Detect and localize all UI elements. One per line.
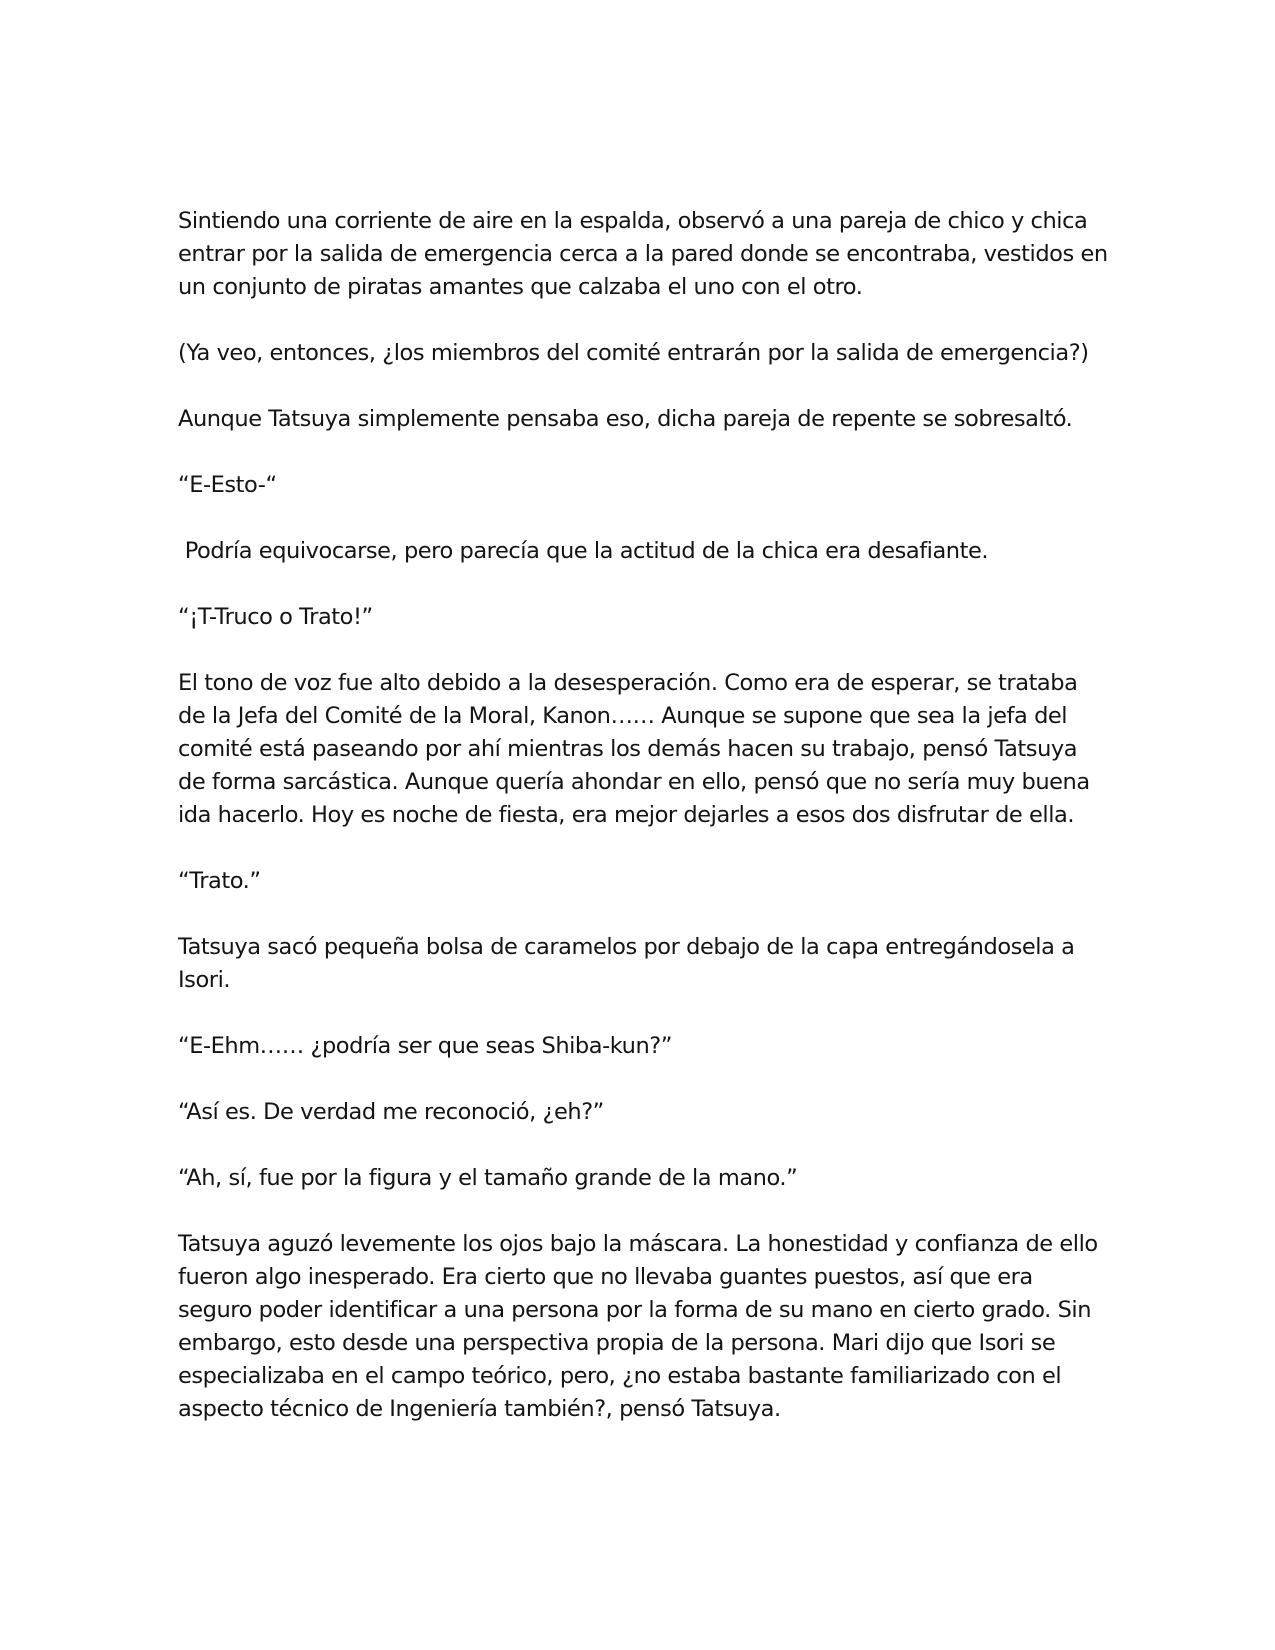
paragraph-10: “E-Ehm…… ¿podría ser que seas Shiba-kun?” xyxy=(178,1033,672,1059)
paragraph-7: El tono de voz fue alto debido a la desesperación. Como era de esperar, se trataba de la Jefa del Comité de la Moral, Kanon…… Aunque se supone que sea la jefa del comité está paseando por ahí mientras los demás hacen su trabajo, pensó Tatsuya de forma sarcástica. Aunque quería ahondar en ello, pensó que no sería muy buena ida hacerlo. Hoy es noche de fiesta, era mejor dejarles a esos dos disfrutar de ella. xyxy=(178,670,1097,828)
paragraph-4: “E-Esto-“ xyxy=(178,472,277,498)
paragraph-8: “Trato.” xyxy=(178,868,261,894)
document-body xyxy=(178,205,1115,1426)
paragraph-6: “¡T-Truco o Trato!” xyxy=(178,604,373,630)
paragraph-9: Tatsuya sacó pequeña bolsa de caramelos por debajo de la capa entregándosela a Isori. xyxy=(178,934,1082,993)
paragraph-1: Sintiendo una corriente de aire en la espalda, observó a una pareja de chico y chica entrar por la salida de emergencia cerca a la pared donde se encontraba, vestidos en un conjunto de piratas amantes que calzaba el uno con el otro. xyxy=(178,208,1115,300)
paragraph-5: Podría equivocarse, pero parecía que la actitud de la chica era desafiante. xyxy=(178,538,989,564)
paragraph-12: “Ah, sí, fue por la figura y el tamaño grande de la mano.” xyxy=(178,1165,798,1191)
paragraph-3: Aunque Tatsuya simplemente pensaba eso, dicha pareja de repente se sobresaltó. xyxy=(178,406,1073,432)
paragraph-11: “Así es. De verdad me reconoció, ¿eh?” xyxy=(178,1099,604,1125)
paragraph-13: Tatsuya aguzó levemente los ojos bajo la máscara. La honestidad y confianza de ello fueron algo inesperado. Era cierto que no llevaba guantes puestos, así que era seguro poder identificar a una persona por la forma de su mano en cierto grado. Sin embargo, esto desde una perspectiva propia de la persona. Mari dijo que Isori se especializaba en el campo teórico, pero, ¿no estaba bastante familiarizado con el aspecto técnico de Ingeniería también?, pensó Tatsuya. xyxy=(178,1231,1105,1422)
paragraph-2: (Ya veo, entonces, ¿los miembros del comité entrarán por la salida de emergencia?) xyxy=(178,340,1089,366)
